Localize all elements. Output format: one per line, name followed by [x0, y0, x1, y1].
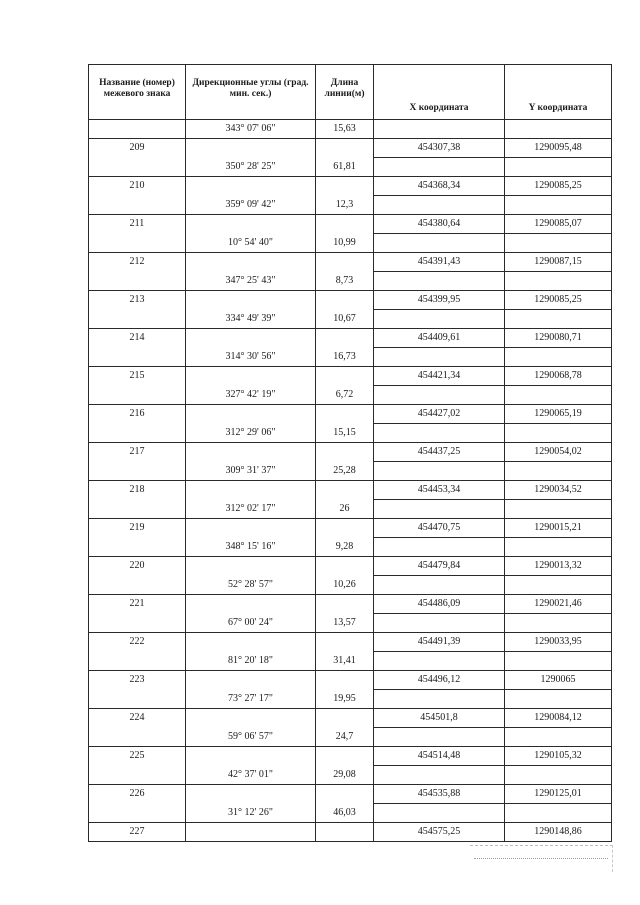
cell-empty — [89, 652, 186, 671]
cell-empty — [374, 120, 505, 139]
cell-empty — [316, 747, 374, 766]
cell-empty — [316, 709, 374, 728]
table-row-segment — [89, 424, 612, 443]
table-row-segment — [89, 690, 612, 709]
table-row-point — [89, 557, 612, 576]
cell-angle: 314° 30' 56" — [186, 348, 316, 367]
table-row-point — [89, 747, 612, 766]
cell-empty — [374, 652, 505, 671]
cell-angle: 312° 29' 06" — [186, 424, 316, 443]
table-row-segment — [89, 348, 612, 367]
cell-empty — [374, 310, 505, 329]
cell-y-coordinate: 1290033,95 — [505, 633, 612, 652]
table-body — [89, 120, 612, 842]
cell-angle: 31° 12' 26" — [186, 804, 316, 823]
cell-empty — [316, 823, 374, 842]
cell-empty — [316, 633, 374, 652]
cell-length: 31,41 — [316, 652, 374, 671]
cell-empty — [89, 728, 186, 747]
cell-angle: 327° 42' 19" — [186, 386, 316, 405]
cell-point-name: 222 — [89, 633, 186, 652]
cell-point-name: 217 — [89, 443, 186, 462]
cell-point-name: 213 — [89, 291, 186, 310]
cell-empty — [89, 576, 186, 595]
cell-empty — [505, 234, 612, 253]
cell-empty — [505, 576, 612, 595]
cell-angle: 73° 27' 17" — [186, 690, 316, 709]
cell-empty — [505, 272, 612, 291]
cell-empty — [374, 766, 505, 785]
cell-angle: 312° 02' 17" — [186, 500, 316, 519]
faint-stamp-line — [474, 858, 608, 859]
cell-y-coordinate: 1290065,19 — [505, 405, 612, 424]
cell-length: 15,15 — [316, 424, 374, 443]
cell-x-coordinate: 454575,25 — [374, 823, 505, 842]
cell-empty — [186, 443, 316, 462]
cell-empty — [374, 614, 505, 633]
cell-angle: 343° 07' 06" — [186, 120, 316, 139]
cell-empty — [505, 462, 612, 481]
cell-empty — [316, 443, 374, 462]
table-row-segment — [89, 614, 612, 633]
cell-empty — [374, 690, 505, 709]
cell-x-coordinate: 454496,12 — [374, 671, 505, 690]
cell-y-coordinate: 1290085,25 — [505, 291, 612, 310]
cell-empty — [186, 709, 316, 728]
cell-y-coordinate: 1290085,07 — [505, 215, 612, 234]
table-row-segment — [89, 652, 612, 671]
cell-empty — [186, 481, 316, 500]
cell-empty — [505, 728, 612, 747]
cell-point-name: 215 — [89, 367, 186, 386]
cell-empty — [89, 386, 186, 405]
cell-length: 10,26 — [316, 576, 374, 595]
cell-empty — [316, 519, 374, 538]
cell-x-coordinate: 454479,84 — [374, 557, 505, 576]
cell-empty — [316, 177, 374, 196]
cell-point-name: 209 — [89, 139, 186, 158]
cell-empty — [186, 215, 316, 234]
table-row-point — [89, 215, 612, 234]
cell-empty — [374, 234, 505, 253]
header-directional-angle: Дирекционные углы (град. мин. сек.) — [186, 65, 316, 120]
cell-point-name: 214 — [89, 329, 186, 348]
cell-empty — [186, 291, 316, 310]
table-row-segment — [89, 196, 612, 215]
cell-x-coordinate: 454307,38 — [374, 139, 505, 158]
cell-point-name: 219 — [89, 519, 186, 538]
cell-x-coordinate: 454368,34 — [374, 177, 505, 196]
cell-empty — [186, 405, 316, 424]
cell-empty — [89, 234, 186, 253]
cell-angle: 42° 37' 01" — [186, 766, 316, 785]
table-row-point — [89, 595, 612, 614]
cell-length: 24,7 — [316, 728, 374, 747]
cell-empty — [186, 253, 316, 272]
cell-y-coordinate: 1290095,48 — [505, 139, 612, 158]
table-row-point — [89, 291, 612, 310]
cell-length: 19,95 — [316, 690, 374, 709]
table-row-point — [89, 709, 612, 728]
cell-empty — [186, 177, 316, 196]
cell-point-name: 227 — [89, 823, 186, 842]
cell-empty — [89, 196, 186, 215]
cell-x-coordinate: 454409,61 — [374, 329, 505, 348]
cell-empty — [316, 557, 374, 576]
cell-x-coordinate: 454501,8 — [374, 709, 505, 728]
cell-length: 13,57 — [316, 614, 374, 633]
table-row-segment — [89, 272, 612, 291]
cell-y-coordinate: 1290085,25 — [505, 177, 612, 196]
cell-length: 61,81 — [316, 158, 374, 177]
cell-x-coordinate: 454399,95 — [374, 291, 505, 310]
table-row-point — [89, 253, 612, 272]
cell-empty — [505, 158, 612, 177]
cell-length: 26 — [316, 500, 374, 519]
table-row-segment — [89, 576, 612, 595]
cell-y-coordinate: 1290080,71 — [505, 329, 612, 348]
cell-empty — [186, 671, 316, 690]
cell-length: 9,28 — [316, 538, 374, 557]
cell-length: 46,03 — [316, 804, 374, 823]
cell-empty — [89, 272, 186, 291]
cell-angle: 334° 49' 39" — [186, 310, 316, 329]
cell-length: 25,28 — [316, 462, 374, 481]
table-row-segment — [89, 804, 612, 823]
cell-empty — [316, 139, 374, 158]
cell-angle: 81° 20' 18" — [186, 652, 316, 671]
cell-y-coordinate: 1290015,21 — [505, 519, 612, 538]
cell-empty — [505, 690, 612, 709]
cell-empty — [374, 500, 505, 519]
cell-empty — [374, 538, 505, 557]
header-x-coordinate: X координата — [374, 65, 505, 120]
table-row-point — [89, 785, 612, 804]
cell-empty — [316, 291, 374, 310]
cell-point-name: 226 — [89, 785, 186, 804]
cell-empty — [316, 253, 374, 272]
cell-angle: 347° 25' 43" — [186, 272, 316, 291]
cell-empty — [89, 158, 186, 177]
cell-empty — [505, 538, 612, 557]
table-row-point — [89, 329, 612, 348]
cell-empty — [186, 823, 316, 842]
cell-empty — [316, 785, 374, 804]
cell-empty — [374, 272, 505, 291]
cell-length: 16,73 — [316, 348, 374, 367]
cell-y-coordinate: 1290148,86 — [505, 823, 612, 842]
cell-empty — [505, 310, 612, 329]
cell-empty — [505, 348, 612, 367]
cell-y-coordinate: 1290021,46 — [505, 595, 612, 614]
cell-y-coordinate: 1290087,15 — [505, 253, 612, 272]
cell-angle: 10° 54' 40" — [186, 234, 316, 253]
table-row-segment — [89, 538, 612, 557]
cell-angle: 67° 00' 24" — [186, 614, 316, 633]
cell-empty — [186, 747, 316, 766]
cell-empty — [374, 386, 505, 405]
cell-empty — [89, 500, 186, 519]
cell-point-name: 218 — [89, 481, 186, 500]
table-row-point — [89, 405, 612, 424]
cell-empty — [505, 652, 612, 671]
cell-empty — [89, 538, 186, 557]
cell-empty — [89, 120, 186, 139]
table-row-point — [89, 633, 612, 652]
cell-empty — [505, 424, 612, 443]
cell-x-coordinate: 454453,34 — [374, 481, 505, 500]
table-row-point — [89, 177, 612, 196]
table-row-point — [89, 367, 612, 386]
cell-point-name: 224 — [89, 709, 186, 728]
table-row-segment — [89, 386, 612, 405]
table-row-point — [89, 443, 612, 462]
cell-y-coordinate: 1290013,32 — [505, 557, 612, 576]
cell-point-name: 220 — [89, 557, 186, 576]
cell-length: 15,63 — [316, 120, 374, 139]
cell-y-coordinate: 1290065 — [505, 671, 612, 690]
cell-point-name: 223 — [89, 671, 186, 690]
cell-point-name: 225 — [89, 747, 186, 766]
cell-empty — [186, 595, 316, 614]
cell-empty — [505, 614, 612, 633]
cell-angle: 348° 15' 16" — [186, 538, 316, 557]
table-row-segment — [89, 500, 612, 519]
cell-empty — [186, 139, 316, 158]
cell-empty — [316, 405, 374, 424]
table-row-segment — [89, 462, 612, 481]
cell-y-coordinate: 1290054,02 — [505, 443, 612, 462]
cell-empty — [89, 766, 186, 785]
cell-x-coordinate: 454514,48 — [374, 747, 505, 766]
table-row-point — [89, 519, 612, 538]
cell-empty — [186, 519, 316, 538]
cell-empty — [89, 614, 186, 633]
table-row-segment — [89, 310, 612, 329]
table-row-segment — [89, 234, 612, 253]
cell-angle: 309° 31' 37" — [186, 462, 316, 481]
cell-point-name: 216 — [89, 405, 186, 424]
cell-x-coordinate: 454491,39 — [374, 633, 505, 652]
cell-empty — [374, 462, 505, 481]
table-header-row — [89, 65, 612, 120]
cell-empty — [505, 386, 612, 405]
cell-empty — [505, 120, 612, 139]
cell-empty — [505, 500, 612, 519]
cell-length: 6,72 — [316, 386, 374, 405]
cell-empty — [89, 348, 186, 367]
cell-angle: 350° 28' 25" — [186, 158, 316, 177]
cell-empty — [374, 348, 505, 367]
cell-point-name: 210 — [89, 177, 186, 196]
cell-empty — [316, 481, 374, 500]
cell-length: 8,73 — [316, 272, 374, 291]
table-row-segment — [89, 728, 612, 747]
cell-angle: 59° 06' 57" — [186, 728, 316, 747]
cell-empty — [316, 595, 374, 614]
cell-angle: 52° 28' 57" — [186, 576, 316, 595]
header-point-name: Название (номер) межевого знака — [89, 65, 186, 120]
table-row-point — [89, 671, 612, 690]
cell-y-coordinate: 1290084,12 — [505, 709, 612, 728]
cell-empty — [374, 424, 505, 443]
header-y-coordinate: Y координата — [505, 65, 612, 120]
cell-empty — [316, 215, 374, 234]
cell-empty — [89, 462, 186, 481]
cell-x-coordinate: 454535,88 — [374, 785, 505, 804]
cell-empty — [316, 367, 374, 386]
cell-empty — [186, 367, 316, 386]
cell-length: 12,3 — [316, 196, 374, 215]
cell-empty — [505, 196, 612, 215]
cell-empty — [505, 804, 612, 823]
cell-y-coordinate: 1290105,32 — [505, 747, 612, 766]
cell-empty — [374, 158, 505, 177]
cell-point-name: 221 — [89, 595, 186, 614]
table-row-point — [89, 481, 612, 500]
table-row-point — [89, 139, 612, 158]
cell-angle: 359° 09' 42" — [186, 196, 316, 215]
cell-empty — [374, 728, 505, 747]
cell-x-coordinate: 454470,75 — [374, 519, 505, 538]
cell-x-coordinate: 454427,02 — [374, 405, 505, 424]
cell-x-coordinate: 454486,09 — [374, 595, 505, 614]
cell-x-coordinate: 454421,34 — [374, 367, 505, 386]
cell-x-coordinate: 454437,25 — [374, 443, 505, 462]
cell-length: 10,67 — [316, 310, 374, 329]
table-row-point — [89, 823, 612, 842]
cell-empty — [374, 196, 505, 215]
cell-empty — [89, 804, 186, 823]
cell-y-coordinate: 1290034,52 — [505, 481, 612, 500]
table-row-segment — [89, 120, 612, 139]
cell-empty — [374, 804, 505, 823]
cell-empty — [89, 690, 186, 709]
cell-empty — [89, 310, 186, 329]
cell-empty — [89, 424, 186, 443]
boundary-points-table — [88, 64, 612, 842]
cell-length: 10,99 — [316, 234, 374, 253]
cell-x-coordinate: 454391,43 — [374, 253, 505, 272]
cell-empty — [186, 557, 316, 576]
cell-empty — [505, 766, 612, 785]
cell-x-coordinate: 454380,64 — [374, 215, 505, 234]
cell-point-name: 212 — [89, 253, 186, 272]
cell-point-name: 211 — [89, 215, 186, 234]
cell-y-coordinate: 1290125,01 — [505, 785, 612, 804]
cell-empty — [374, 576, 505, 595]
cell-empty — [316, 671, 374, 690]
table-row-segment — [89, 766, 612, 785]
cell-length: 29,08 — [316, 766, 374, 785]
cell-empty — [186, 329, 316, 348]
cell-empty — [186, 633, 316, 652]
cell-empty — [316, 329, 374, 348]
table-row-segment — [89, 158, 612, 177]
header-line-length: Длина линии(м) — [316, 65, 374, 120]
cell-empty — [186, 785, 316, 804]
cell-y-coordinate: 1290068,78 — [505, 367, 612, 386]
